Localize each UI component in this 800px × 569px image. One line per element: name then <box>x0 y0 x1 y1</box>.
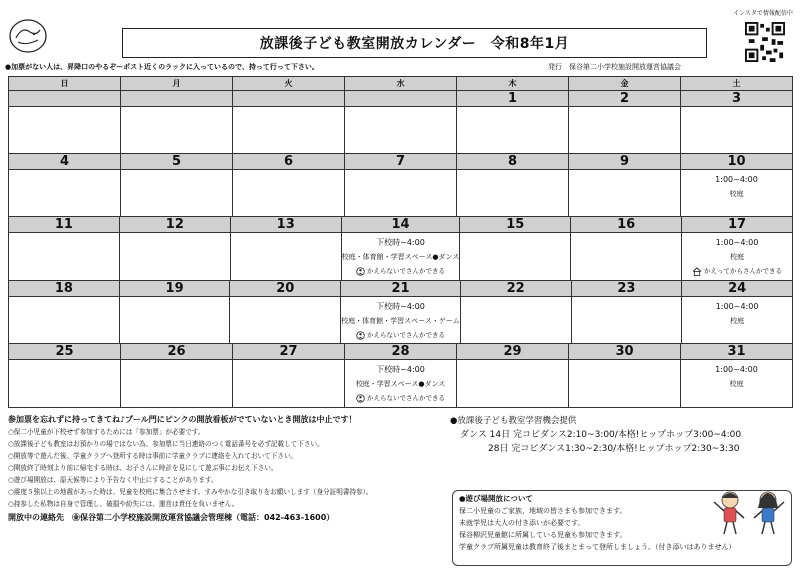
calendar-grid <box>8 76 793 408</box>
day-number: 6 <box>233 154 344 170</box>
child-icon <box>356 267 365 276</box>
rule-item: ○震度５強以上の地震があった時は、児童を校庭に集合させます。すみやかな引き取りをお願いします（身分証明書持参）。 <box>8 488 373 496</box>
calendar-day <box>230 281 341 343</box>
weekday-thu: 木 <box>457 77 569 90</box>
activity-place: 校庭 <box>729 190 744 198</box>
calendar-day <box>569 154 681 216</box>
play-info-item: 保二小児童のご家族、地域の皆さまも参加できます。 <box>459 507 627 515</box>
day-number: 13 <box>231 217 341 233</box>
calendar-day <box>681 154 792 216</box>
day-number: 29 <box>457 344 568 360</box>
activity-place: 校庭・体育館・学習スペース・ゲーム <box>341 317 460 325</box>
activity-time: 1:00~4:00 <box>715 238 759 247</box>
page-title: 放課後子ども教室開放カレンダー 令和8年1月 <box>122 28 707 58</box>
day-number: 21 <box>341 281 460 297</box>
day-number <box>233 91 344 107</box>
activity-note <box>356 264 445 278</box>
calendar-day <box>345 154 457 216</box>
calendar-day <box>681 91 792 153</box>
activity-time: 1:00~4:00 <box>715 175 758 184</box>
day-number: 7 <box>345 154 456 170</box>
calendar-day <box>345 91 457 153</box>
activity-place: 校庭・体育館・学習スペース●ダンス <box>341 253 460 261</box>
day-number: 1 <box>457 91 568 107</box>
child-icon <box>356 394 365 403</box>
activity-time: 1:00~4:00 <box>715 302 759 311</box>
day-number: 2 <box>569 91 680 107</box>
weekday-header <box>9 77 792 91</box>
club-info-line: ダンス 14日 完コピダンス2:10~3:00/本格!ヒップホップ3:00~4:00 <box>460 430 742 440</box>
calendar-day <box>120 281 231 343</box>
children-illustration-icon <box>700 488 795 538</box>
calendar-day <box>682 217 792 280</box>
calendar-day <box>121 154 233 216</box>
day-number: 19 <box>120 281 230 297</box>
day-number: 30 <box>569 344 680 360</box>
calendar-day <box>457 154 569 216</box>
calendar-day <box>233 344 345 407</box>
rule-item: ○放課後子ども教室はお預かりの場ではない為、参加票に当日連絡のつく電話番号を必ず記載して下さい。 <box>8 440 324 448</box>
play-info-item: 未就学児は大人の付き添いが必要です。 <box>459 519 585 527</box>
calendar-week <box>9 217 792 281</box>
day-number: 16 <box>571 217 681 233</box>
day-number: 9 <box>569 154 680 170</box>
rule-item: ○遊び場開放は、原天候等により予告なく中止にすることがあります。 <box>8 476 218 484</box>
calendar-day <box>681 344 792 407</box>
club-info-line: 28日 完コピダンス1:30~2:30/本格!ヒップホップ2:30~3:30 <box>488 444 740 454</box>
calendar-week <box>9 91 792 154</box>
rules-heading: 参加票を忘れずに持ってきてね♪プール門にピンクの開放看板がでていないとき開放は中止です！ <box>8 415 357 424</box>
day-number: 28 <box>345 344 456 360</box>
activity-place: 校庭・学習スペース●ダンス <box>355 380 446 388</box>
activity-time: 1:00~4:00 <box>715 365 758 374</box>
play-info-item: 保谷柳沢児童館に所属している児童も参加できます。 <box>459 531 627 539</box>
day-number: 12 <box>120 217 230 233</box>
activity-place: 校庭 <box>730 253 745 261</box>
club-info-section <box>450 414 795 456</box>
day-number <box>345 91 456 107</box>
day-number: 24 <box>682 281 792 297</box>
calendar-day <box>121 344 233 407</box>
calendar-day <box>682 281 792 343</box>
activity-note-text: かえらないでさんかできる <box>366 331 445 339</box>
day-number: 8 <box>457 154 568 170</box>
calendar-day <box>457 91 569 153</box>
day-number: 25 <box>9 344 120 360</box>
day-number: 18 <box>9 281 119 297</box>
calendar-day <box>569 344 681 407</box>
calendar-week <box>9 344 792 407</box>
play-info-item: 学童クラブ所属児童は教育終了後まとまって登所しましょう。（付き添いはありません） <box>459 543 736 551</box>
day-number <box>121 91 232 107</box>
calendar-day <box>9 217 120 280</box>
calendar-day <box>342 217 461 280</box>
day-number: 15 <box>460 217 570 233</box>
calendar-day <box>571 217 682 280</box>
house-icon <box>692 267 702 276</box>
calendar-day <box>9 91 121 153</box>
rule-item: ○保二小児童が下校せず参加するためには「参加票」が必要です。 <box>8 428 205 436</box>
weekday-sun: 日 <box>9 77 121 90</box>
notice-text: ●加票がない人は、昇降口のやるぞーポスト近くのラックに入っているので、持って行って下さい。 <box>5 63 319 71</box>
activity-time: 下校時~4:00 <box>376 365 425 374</box>
weekday-wed: 水 <box>345 77 457 90</box>
activity-place: 校庭 <box>729 380 744 388</box>
calendar-week <box>9 154 792 217</box>
day-number: 5 <box>121 154 232 170</box>
activity-note-text: かえらないでさんかできる <box>367 394 445 402</box>
weekday-tue: 火 <box>233 77 345 90</box>
day-number: 26 <box>121 344 232 360</box>
calendar-week <box>9 281 792 344</box>
calendar-day <box>457 344 569 407</box>
activity-note <box>356 391 445 405</box>
rule-item: ○開放等で遊んだ後、学童クラブへ登所する時は事前に学童クラブに連絡を入れておいて下さい。 <box>8 452 298 460</box>
calendar-day <box>120 217 231 280</box>
child-icon <box>356 331 365 340</box>
activity-note-text: かえってからさんかできる <box>704 267 783 275</box>
calendar-day <box>460 217 571 280</box>
day-number: 20 <box>230 281 340 297</box>
calendar-day <box>569 91 681 153</box>
day-number: 23 <box>572 281 682 297</box>
weekday-mon: 月 <box>121 77 233 90</box>
calendar-day <box>231 217 342 280</box>
rule-item: ○開放終了時刻より前に帰宅する時は、お子さんに時計を見にして遊ぶ事にお伝え下さい。 <box>8 464 278 472</box>
day-number: 11 <box>9 217 119 233</box>
activity-time: 下校時~4:00 <box>376 302 425 311</box>
calendar-day <box>9 344 121 407</box>
day-number: 3 <box>681 91 792 107</box>
day-number: 22 <box>461 281 571 297</box>
day-number: 31 <box>681 344 792 360</box>
activity-note <box>356 328 445 342</box>
day-number: 10 <box>681 154 792 170</box>
activity-place: 校庭 <box>730 317 745 325</box>
qr-caption: インスタで情報配信中 <box>733 10 793 17</box>
weekday-fri: 金 <box>569 77 681 90</box>
club-logo-icon <box>8 18 48 54</box>
play-info-title: ●遊び場開放について <box>459 494 533 503</box>
day-number: 4 <box>9 154 120 170</box>
activity-note-text: かえらないでさんかできる <box>366 267 445 275</box>
activity-note <box>692 264 782 278</box>
calendar-day <box>233 91 345 153</box>
day-number: 17 <box>682 217 792 233</box>
club-info-heading: ●放課後子ども教室学習機会提供 <box>450 416 577 426</box>
qr-code-icon[interactable] <box>745 22 785 62</box>
calendar-day <box>461 281 572 343</box>
publisher-text: 発行 保谷第二小学校施設開放運営協議会 <box>548 63 681 71</box>
calendar-day <box>341 281 461 343</box>
contact-info: 開放中の連絡先 ㊎保谷第二小学校施設開放運営協議会管理棟（電話：042-463-1600） <box>8 513 335 522</box>
calendar-day <box>121 91 233 153</box>
calendar-day <box>345 344 457 407</box>
activity-time: 下校時~4:00 <box>376 238 425 247</box>
day-number: 14 <box>342 217 460 233</box>
calendar-day <box>572 281 683 343</box>
calendar-day <box>9 154 121 216</box>
calendar-day <box>233 154 345 216</box>
rule-item: ○持参した私物は自身で管理し、破損や紛失には、運営は責任を負いません。 <box>8 500 239 508</box>
calendar-day <box>9 281 120 343</box>
day-number <box>9 91 120 107</box>
rules-section <box>8 414 438 524</box>
weekday-sat: 土 <box>732 79 741 88</box>
day-number: 27 <box>233 344 344 360</box>
